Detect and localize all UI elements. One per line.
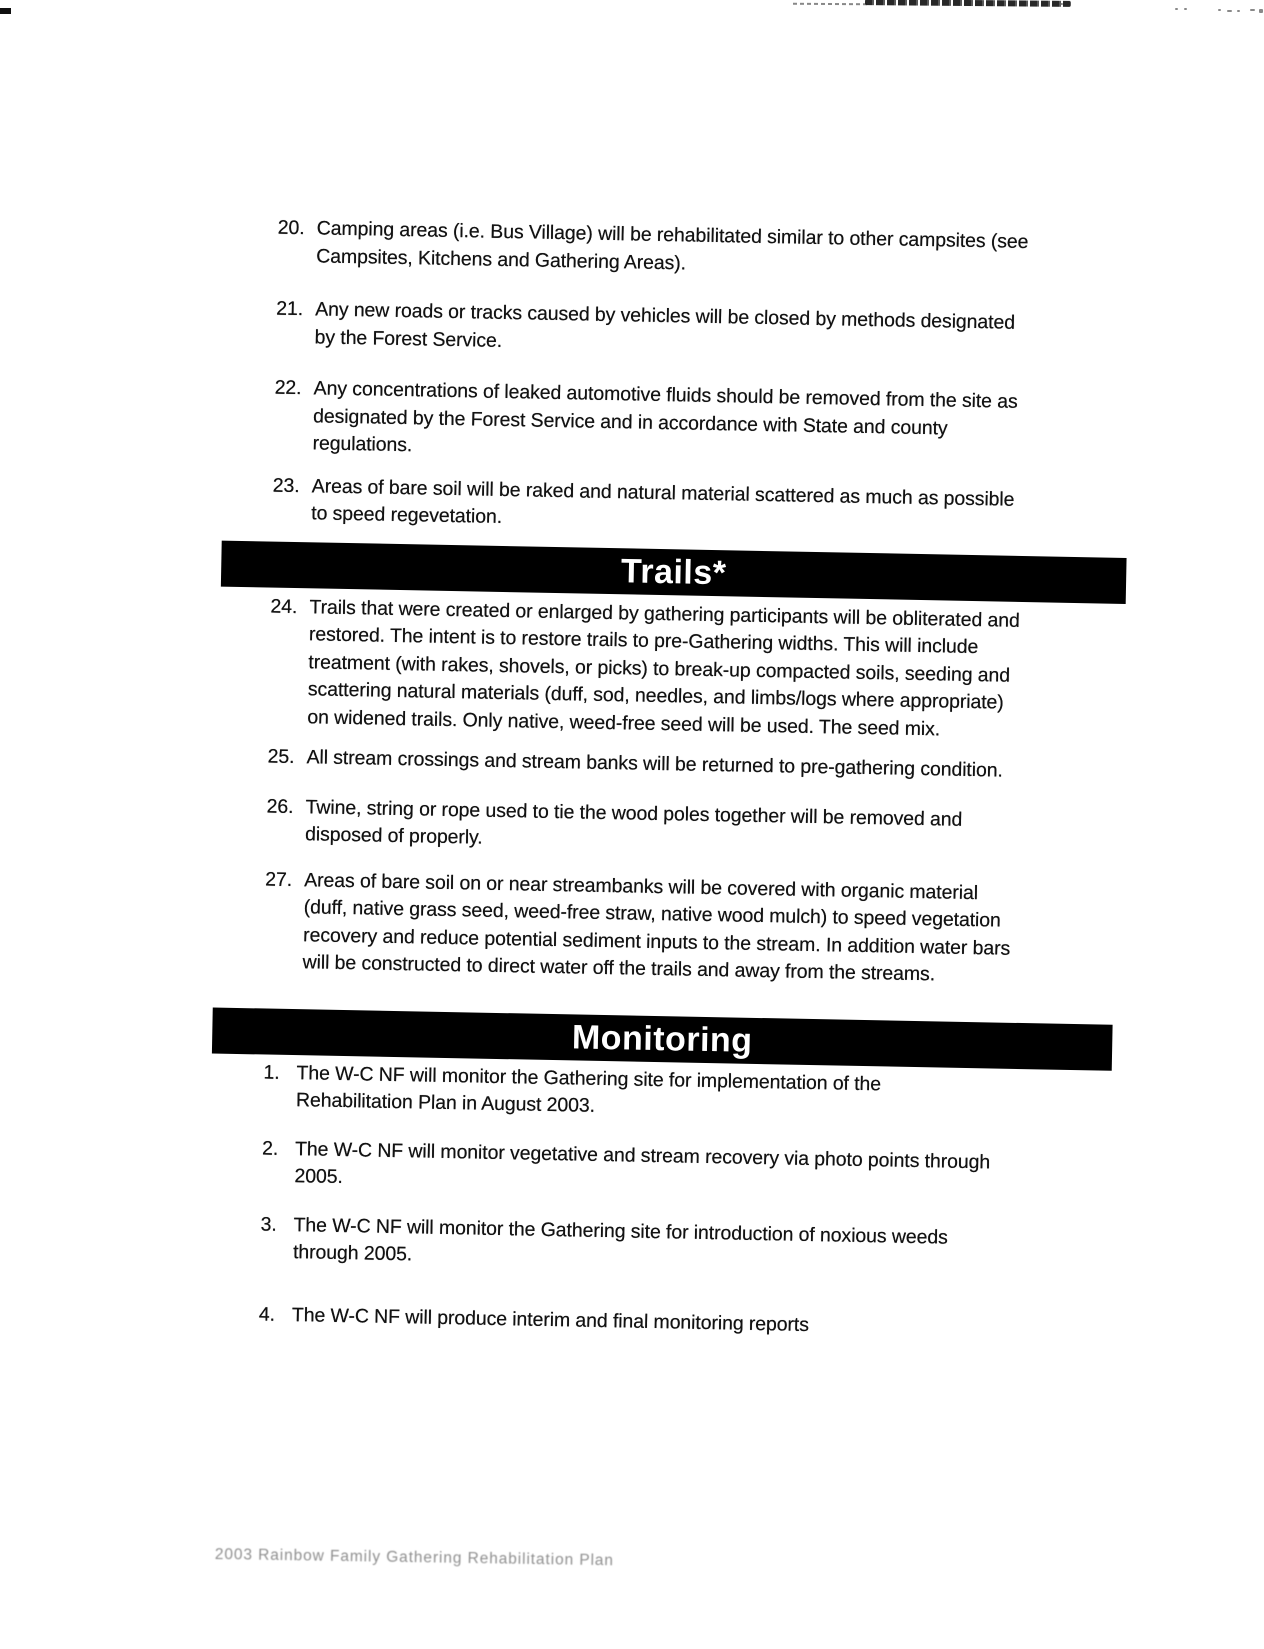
list-item-25 [267,744,1067,787]
section-header-trails-label: Trails* [620,551,727,592]
list-item-text: All stream crossings and stream banks will be returned to pre-gathering condition. [306,746,1004,782]
scan-artifact-speck [1250,9,1255,11]
list-item-number: 1. [263,1060,280,1084]
scan-artifact-speck [1227,10,1232,12]
scan-artifact-speck [1175,8,1178,10]
list-item-text: The W-C NF will monitor the Gathering site for introduction of noxious weeds through 2005. [292,1213,948,1266]
section-header-monitoring-label: Monitoring [571,1017,753,1060]
list-item-27 [263,866,1065,991]
list-item-text: Any new roads or tracks caused by vehicles will be closed by methods designated by the Forest Service. [314,298,1016,352]
list-item-number: 2. [261,1136,279,1160]
page-footer: 2003 Rainbow Family Gathering Rehabilitation Plan [214,1546,615,1570]
list-item-number: 20. [277,216,305,240]
list-item-number: 21. [275,297,304,321]
list-item-number: 27. [265,867,293,891]
list-item-text: Areas of bare soil on or near streambanks will be covered with organic material (duff, native grass seed, weed-free straw, native wood mulch) to speed vegetation recovery and reduce potential sediment inputs to the stream. In addition water bars will be constructed to direct water off the trails and away from the streams. [302,868,1011,986]
list-item-21 [275,296,1076,366]
document-content [257,215,1078,1344]
monitoring-item-1 [261,1059,1062,1129]
monitoring-item-4 [257,1301,1057,1344]
list-item-text: Any concentrations of leaked automotive fluids should be removed from the site as designated by the Forest Service and in accordance with State and county regulations. [312,377,1018,457]
scan-artifact-speck [1060,3,1063,5]
list-item-number: 24. [270,595,298,618]
list-item-20 [277,215,1078,285]
list-item-text: Camping areas (i.e. Bus Village) will be rehabilitated similar to other campsites (see Campsites, Kitchens and Gathering Areas). [316,217,1029,274]
list-item-text: The W-C NF will monitor vegetative and stream recovery via photo points through 2005. [294,1137,991,1189]
scan-artifact-dotted-line [793,3,867,6]
scan-artifact-speck [1184,8,1187,10]
list-item-number: 3. [260,1212,277,1236]
list-item-text: The W-C NF will monitor the Gathering site for implementation of the Rehabilitation Plan in August 2003. [295,1061,882,1117]
scan-artifact-corner-mark [0,8,11,14]
scan-artifact-speck [1259,9,1263,13]
list-item-number: 4. [258,1302,276,1326]
list-item-text: The W-C NF will produce interim and final monitoring reports [291,1303,810,1336]
list-item-text: Trails that were created or enlarged by gathering participants will be obliterated and restored. The intent is to restore trails to pre-Gathering widths. This will include treatment (with rakes, shovels, or picks) to break-up compacted soils, seeding and scattering natural materials (duff, sod, needles, and limbs/logs where appropriate) on widened trails. Only native, weed-free seed will be used. The seed mix. [307,595,1020,740]
list-item-text: Areas of bare soil will be raked and natural material scattered as much as possible to speed regevetation. [311,474,1015,528]
list-item-22 [273,375,1074,473]
scan-artifact-speck [1218,9,1221,11]
list-item-number: 25. [267,745,295,769]
list-item-24 [268,593,1070,746]
monitoring-item-2 [259,1135,1060,1205]
list-item-number: 26. [266,795,294,818]
list-item-text: Twine, string or rope used to tie the wood poles together will be removed and disposed of properly. [304,795,963,849]
list-item-23 [272,472,1073,542]
list-item-number: 23. [272,474,300,497]
list-item-26 [266,793,1067,863]
scan-artifact-speck [1237,10,1240,12]
scan-artifact-noise-line [865,0,1071,7]
monitoring-item-3 [258,1211,1059,1281]
list-item-number: 22. [274,376,302,400]
